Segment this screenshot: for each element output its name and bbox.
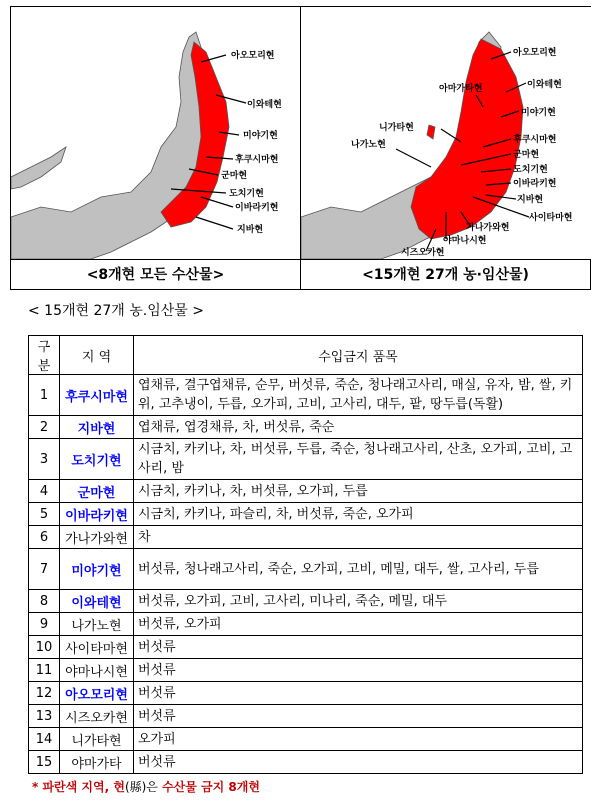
table-row [29, 375, 583, 416]
map-8-prefectures [11, 7, 301, 259]
map-label: 이바라키현 [513, 179, 557, 189]
map-label: 군마현 [513, 150, 540, 160]
row-region: 아오모리현 [60, 682, 134, 705]
row-number: 7 [29, 549, 60, 590]
row-number: 4 [29, 480, 60, 503]
table-row [29, 503, 583, 526]
table-row [29, 416, 583, 439]
header-region: 지 역 [60, 336, 134, 375]
map-label: 아오모리현 [231, 51, 275, 61]
table-header-row [29, 336, 583, 375]
map-label: 시즈오카현 [401, 248, 445, 258]
map-label: 지바현 [237, 225, 264, 235]
row-number: 11 [29, 659, 60, 682]
table-row [29, 659, 583, 682]
row-items: 엽채류, 결구엽채류, 순무, 버섯류, 죽순, 청나래고사리, 매실, 유자, 밤, 쌀, 키위, 고추냉이, 두릅, 오가피, 고비, 고사리, 대두, 팥, 땅두릅(독활) [134, 375, 583, 416]
row-number: 9 [29, 613, 60, 636]
map-label: 미야기현 [521, 108, 556, 118]
row-region: 이바라키현 [60, 503, 134, 526]
row-items: 오가피 [134, 728, 583, 751]
row-items: 버섯류, 청나래고사리, 죽순, 오가피, 고비, 메밀, 대두, 쌀, 고사리, 두릅 [134, 549, 583, 590]
row-number: 3 [29, 439, 60, 480]
map-label: 가나가와현 [466, 223, 510, 233]
row-number: 13 [29, 705, 60, 728]
row-items: 버섯류 [134, 636, 583, 659]
row-items: 버섯류, 오가피, 고비, 고사리, 미나리, 죽순, 메밀, 대두 [134, 590, 583, 613]
row-items: 버섯류 [134, 659, 583, 682]
row-region: 니가타현 [60, 728, 134, 751]
row-items: 시금치, 카키나, 차, 버섯류, 오가피, 두릅 [134, 480, 583, 503]
map-panel [10, 6, 591, 290]
footnote-part2: (縣)은 [124, 780, 158, 794]
row-number: 15 [29, 751, 60, 774]
row-region: 가나가와현 [60, 526, 134, 549]
row-region: 미야기현 [60, 549, 134, 590]
table-row [29, 705, 583, 728]
table-row [29, 549, 583, 590]
row-number: 2 [29, 416, 60, 439]
row-region: 군마현 [60, 480, 134, 503]
row-items: 엽채류, 엽경채류, 차, 버섯류, 죽순 [134, 416, 583, 439]
row-number: 8 [29, 590, 60, 613]
row-number: 6 [29, 526, 60, 549]
table-row [29, 613, 583, 636]
map-15-prefectures [301, 7, 591, 259]
row-items: 시금치, 카키나, 차, 버섯류, 두릅, 죽순, 청나래고사리, 산초, 오가피, 고비, 고사리, 밤 [134, 439, 583, 480]
row-region: 도치기현 [60, 439, 134, 480]
map-label: 지바현 [517, 195, 544, 205]
row-region: 야마가타 [60, 751, 134, 774]
table-row [29, 751, 583, 774]
footnote-part3: 수산물 금지 8개현 [162, 780, 260, 794]
row-region: 후쿠시마현 [60, 375, 134, 416]
map-label: 후쿠시마현 [235, 155, 279, 165]
map-label: 도치기현 [229, 189, 264, 199]
map-label: 야마나시현 [443, 236, 487, 246]
table-row [29, 439, 583, 480]
map-label: 도치기현 [513, 165, 548, 175]
row-number: 12 [29, 682, 60, 705]
table-row [29, 682, 583, 705]
footnote [32, 778, 260, 795]
map-label: 이와테현 [527, 80, 562, 90]
header-items: 수입금지 품목 [134, 336, 583, 375]
footnote-part1: 파란색 지역, 현 [42, 780, 125, 794]
row-region: 사이타마현 [60, 636, 134, 659]
map-label: 이바라키현 [235, 203, 279, 213]
row-region: 야마나시현 [60, 659, 134, 682]
row-number: 1 [29, 375, 60, 416]
row-items: 차 [134, 526, 583, 549]
row-items: 버섯류 [134, 682, 583, 705]
row-region: 시즈오카현 [60, 705, 134, 728]
map-label: 이와테현 [247, 100, 282, 110]
map-label: 후쿠시마현 [513, 135, 557, 145]
map-label: 니가타현 [379, 123, 414, 133]
header-no: 구분 [29, 336, 60, 375]
ban-table [28, 335, 583, 774]
table-row [29, 728, 583, 751]
section-title: < 15개현 27개 농.임산물 > [28, 303, 205, 319]
row-number: 5 [29, 503, 60, 526]
map-label: 사이타마현 [529, 213, 573, 223]
map-label: 아오모리현 [513, 48, 557, 58]
map-label: 미야기현 [243, 131, 278, 141]
map-label: 나가노현 [351, 140, 386, 150]
row-items: 버섯류 [134, 705, 583, 728]
row-number: 10 [29, 636, 60, 659]
table-row [29, 590, 583, 613]
map-label: 군마현 [221, 171, 248, 181]
table-row [29, 526, 583, 549]
row-items: 시금치, 카키나, 파슬리, 차, 버섯류, 죽순, 오가피 [134, 503, 583, 526]
row-region: 나가노현 [60, 613, 134, 636]
map-caption-left: <8개현 모든 수산물> [11, 260, 301, 290]
map-caption-row [11, 259, 590, 290]
table-row [29, 636, 583, 659]
row-region: 이와테현 [60, 590, 134, 613]
map-caption-right: <15개현 27개 농·임산물) [362, 267, 529, 283]
row-number: 14 [29, 728, 60, 751]
row-items: 버섯류 [134, 751, 583, 774]
table-row [29, 480, 583, 503]
map-label: 아마가타현 [439, 84, 483, 94]
row-items: 버섯류, 오가피 [134, 613, 583, 636]
footnote-star: * [32, 780, 39, 794]
row-region: 지바현 [60, 416, 134, 439]
